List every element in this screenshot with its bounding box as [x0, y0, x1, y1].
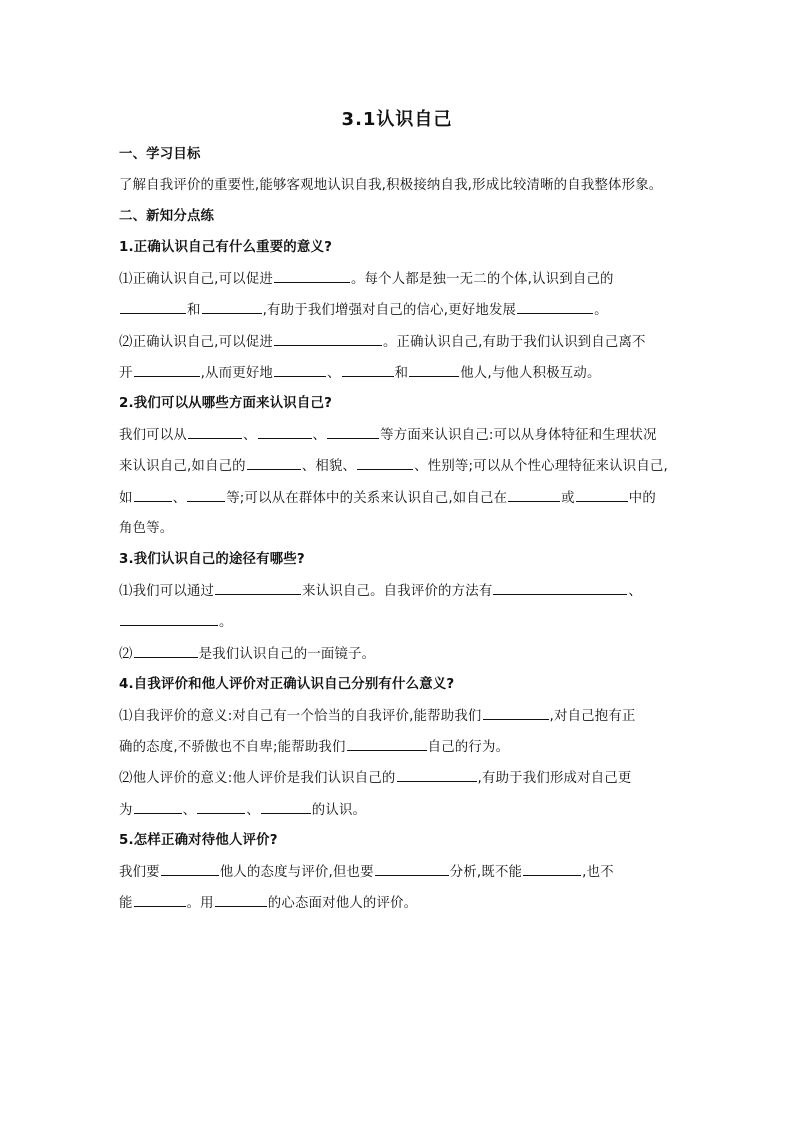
blank[interactable] [134, 800, 182, 814]
blank[interactable] [202, 300, 262, 314]
blank[interactable] [215, 893, 267, 907]
q1-line-3: ⑵正确认识自己,可以促进 。正确认识自己,有助于我们认识到自己离不 [119, 332, 684, 353]
blank[interactable] [261, 800, 311, 814]
blank[interactable] [161, 862, 219, 876]
q5-line-1: 我们要 他人的态度与评价,但也要 分析,既不能 ,也不 [119, 862, 684, 883]
blank[interactable] [483, 706, 549, 720]
q4-line-3: ⑵他人评价的意义:他人评价是我们认识自己的 ,有助于我们形成对自己更 [119, 768, 684, 789]
blank[interactable] [258, 425, 312, 439]
blank[interactable] [347, 737, 427, 751]
page-title: 3.1认识自己 [341, 109, 453, 130]
q2-line-4: 角色等。 [119, 521, 174, 536]
q4-line-1: ⑴自我评价的意义:对自己有一个恰当的自我评价,能帮助我们 ,对自己抱有正 [119, 706, 684, 727]
question-4-heading: 4.自我评价和他人评价对正确认识自己分别有什么意义? [119, 677, 455, 692]
q3-line-3: ⑵ 是我们认识自己的一面镜子。 [119, 644, 684, 665]
blank[interactable] [493, 581, 627, 595]
question-2-heading: 2.我们可以从哪些方面来认识自己? [119, 396, 333, 411]
blank[interactable] [134, 363, 200, 377]
question-5-heading: 5.怎样正确对待他人评价? [119, 833, 278, 848]
blank[interactable] [120, 612, 218, 626]
blank[interactable] [187, 488, 225, 502]
q2-line-1: 我们可以从 、 、 等方面来认识自己:可以从身体特征和生理状况 [119, 425, 684, 446]
blank[interactable] [508, 488, 560, 502]
blank[interactable] [134, 644, 198, 658]
question-1-heading: 1.正确认识自己有什么重要的意义? [119, 240, 333, 255]
blank[interactable] [576, 488, 628, 502]
blank[interactable] [120, 300, 186, 314]
blank[interactable] [274, 332, 382, 346]
blank[interactable] [134, 488, 172, 502]
q2-line-3: 如 、 等;可以从在群体中的关系来认识自己,如自己在 或 中的 [119, 488, 684, 509]
blank[interactable] [274, 269, 350, 283]
blank[interactable] [357, 456, 413, 470]
blank[interactable] [327, 425, 379, 439]
blank[interactable] [397, 768, 477, 782]
section-heading-practice: 二、新知分点练 [119, 209, 215, 224]
q3-line-1: ⑴我们可以通过 来认识自己。自我评价的方法有 、 [119, 581, 684, 602]
blank[interactable] [134, 893, 186, 907]
blank[interactable] [523, 862, 581, 876]
q3-line-2: 。 [119, 612, 684, 633]
q1-line-1: ⑴正确认识自己,可以促进 。每个人都是独一无二的个体,认识到自己的 [119, 269, 684, 290]
blank[interactable] [197, 800, 245, 814]
blank[interactable] [215, 581, 301, 595]
blank[interactable] [274, 363, 326, 377]
blank[interactable] [409, 363, 459, 377]
q2-line-2: 来认识自己,如自己的 、相貌、 、性别等;可以从个性心理特征来认识自己, [119, 456, 684, 477]
q4-line-2: 确的态度,不骄傲也不自卑;能帮助我们 自己的行为。 [119, 737, 684, 758]
blank[interactable] [188, 425, 242, 439]
q1-line-2: 和 ,有助于我们增强对自己的信心,更好地发展 。 [119, 300, 684, 321]
q1-line-4: 开 ,从而更好地 、 和 他人,与他人积极互动。 [119, 363, 684, 384]
goal-text: 了解自我评价的重要性,能够客观地认识自我,积极接纳自我,形成比较清晰的自我整体形象。 [119, 178, 663, 193]
blank[interactable] [517, 300, 593, 314]
section-heading-goals: 一、学习目标 [119, 147, 201, 162]
q4-line-4: 为 、 、 的认识。 [119, 800, 684, 821]
q5-line-2: 能 。用 的心态面对他人的评价。 [119, 893, 684, 914]
blank[interactable] [375, 862, 449, 876]
blank[interactable] [247, 456, 301, 470]
question-3-heading: 3.我们认识自己的途径有哪些? [119, 552, 305, 567]
blank[interactable] [342, 363, 394, 377]
